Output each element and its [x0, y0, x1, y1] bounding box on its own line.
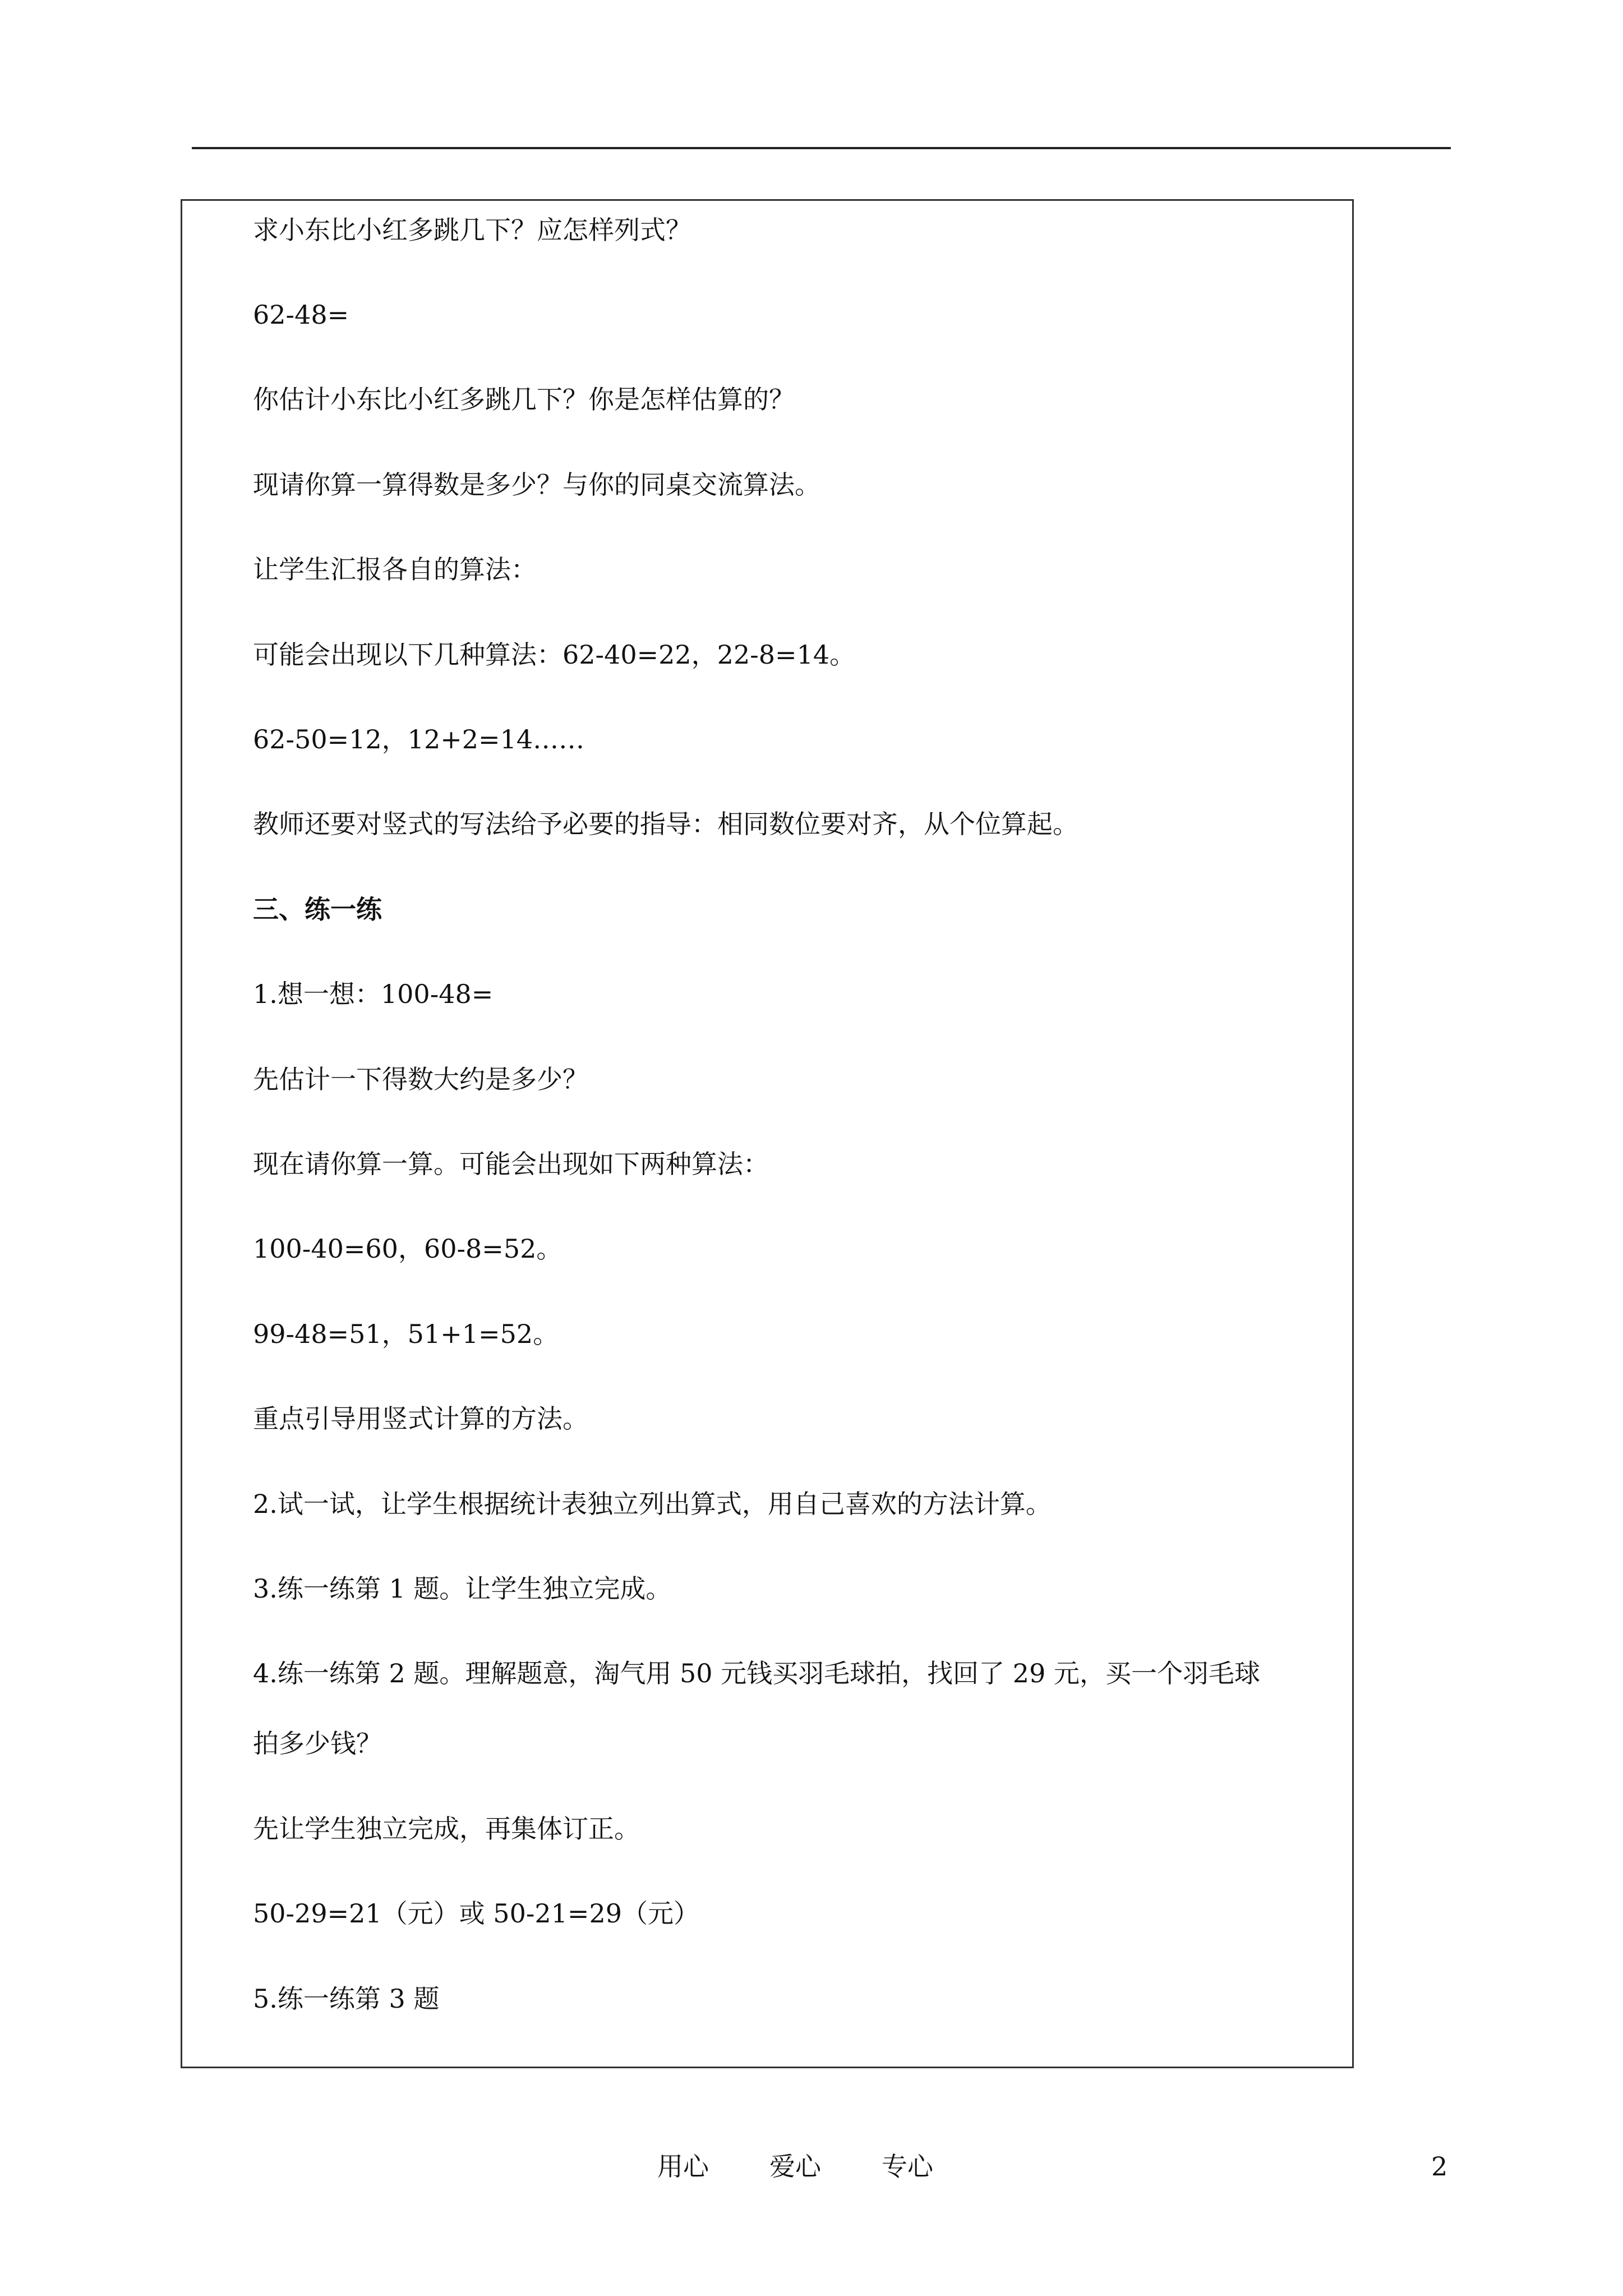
text-line-exercise-2-cont: 拍多少钱？ [253, 1728, 382, 1759]
text-line-vertical-form: 重点引导用竖式计算的方法。 [253, 1404, 588, 1434]
text-line-report: 让学生汇报各自的算法： [253, 554, 537, 585]
text-line-try: 2.试一试，让学生根据统计表独立列出算式，用自己喜欢的方法计算。 [253, 1489, 1052, 1519]
text-line-method-a: 100-40=60，60-8=52。 [253, 1234, 562, 1264]
text-line-question: 求小东比小红多跳几下？应怎样列式？ [253, 215, 691, 245]
page-number: 2 [1431, 2151, 1448, 2182]
text-line-exercise-3: 5.练一练第 3 题 [253, 1984, 440, 2014]
text-line-exercise-2: 4.练一练第 2 题。理解题意，淘气用 50 元钱买羽毛球拍，找回了 29 元，买一个羽毛球 [253, 1658, 1260, 1688]
text-line-method-b: 99-48=51，51+1=52。 [253, 1319, 559, 1349]
header-rule [192, 147, 1451, 149]
text-line-think: 1.想一想：100-48= [253, 979, 494, 1009]
text-line-expression: 62-48= [253, 300, 349, 330]
footer-motto-1: 用心 [657, 2151, 709, 2182]
text-line-correct: 先让学生独立完成，再集体订正。 [253, 1814, 640, 1844]
text-line-method-2: 62-50=12，12+2=14…… [253, 724, 585, 754]
footer-motto-2: 爱心 [769, 2151, 821, 2182]
footer-motto-3: 专心 [882, 2151, 933, 2182]
text-line-estimate-result: 先估计一下得数大约是多少？ [253, 1064, 588, 1094]
text-line-guidance: 教师还要对竖式的写法给予必要的指导：相同数位要对齐，从个位算起。 [253, 809, 1078, 839]
text-line-estimate: 你估计小东比小红多跳几下？你是怎样估算的？ [253, 384, 795, 415]
text-line-answer: 50-29=21（元）或 50-21=29（元） [253, 1898, 699, 1929]
text-line-exercise-1: 3.练一练第 1 题。让学生独立完成。 [253, 1573, 672, 1604]
section-heading: 三、练一练 [253, 894, 382, 924]
text-line-two-methods: 现在请你算一算。可能会出现如下两种算法： [253, 1149, 769, 1179]
text-line-calculate: 现请你算一算得数是多少？与你的同桌交流算法。 [253, 470, 820, 500]
text-line-method-1: 可能会出现以下几种算法：62-40=22，22-8=14。 [253, 639, 856, 670]
